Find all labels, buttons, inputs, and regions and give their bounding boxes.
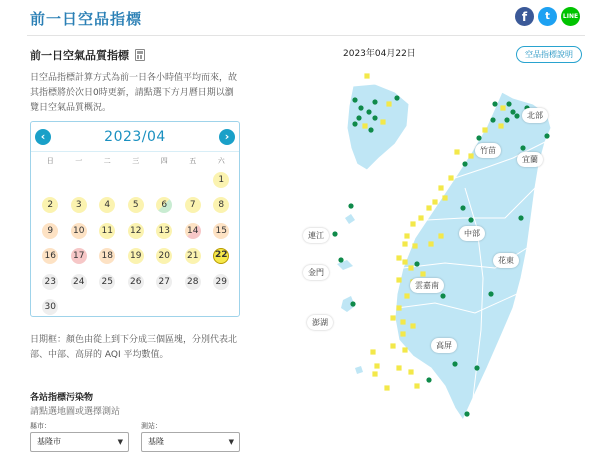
weekday-label: 六 <box>217 157 225 165</box>
station-marker-moderate[interactable] <box>362 123 367 128</box>
station-marker-good[interactable] <box>358 105 363 110</box>
station-marker-moderate[interactable] <box>390 343 395 348</box>
calendar-day[interactable]: 15 <box>213 223 229 239</box>
section-heading <box>30 47 242 63</box>
station-marker-moderate[interactable] <box>396 277 401 282</box>
calendar-empty-cell <box>185 172 201 188</box>
map-date: 2023年04月22日 <box>343 49 416 59</box>
calendar-day[interactable]: 5 <box>128 197 144 213</box>
station-marker-good[interactable] <box>452 361 457 366</box>
section-title-text: 前一日空氣品質指標 <box>30 49 129 62</box>
station-marker-moderate[interactable] <box>384 385 389 390</box>
calendar-empty-cell <box>128 172 144 188</box>
month-calendar <box>30 121 240 317</box>
weekday-label: 四 <box>160 157 168 165</box>
next-month-button[interactable]: › <box>219 129 235 145</box>
site-select-value: 基隆 <box>148 437 164 446</box>
station-marker-moderate[interactable] <box>374 363 379 368</box>
station-marker-moderate[interactable] <box>404 233 409 238</box>
station-marker-moderate[interactable] <box>498 123 503 128</box>
calendar-day[interactable]: 7 <box>185 197 201 213</box>
station-marker-good[interactable] <box>426 377 431 382</box>
station-marker-moderate[interactable] <box>400 319 405 324</box>
station-marker-good[interactable] <box>544 133 549 138</box>
station-marker-moderate[interactable] <box>418 215 423 220</box>
station-marker-moderate[interactable] <box>426 205 431 210</box>
station-marker-good[interactable] <box>368 127 373 132</box>
county-select[interactable] <box>30 432 129 452</box>
station-marker-good[interactable] <box>394 95 399 100</box>
calendar-day[interactable]: 29 <box>213 274 229 290</box>
calendar-day[interactable]: 16 <box>42 248 58 264</box>
calendar-empty-cell <box>156 172 172 188</box>
calendar-header <box>31 122 239 152</box>
calendar-empty-cell <box>99 172 115 188</box>
aqi-info-button[interactable]: 空品指標說明 <box>516 46 582 63</box>
calendar-day[interactable]: 23 <box>42 274 58 290</box>
station-marker-good[interactable] <box>352 121 357 126</box>
calendar-day[interactable]: 3 <box>71 197 87 213</box>
station-marker-good[interactable] <box>490 117 495 122</box>
social-share-bar <box>515 7 580 26</box>
station-marker-moderate[interactable] <box>396 305 401 310</box>
station-marker-good[interactable] <box>414 261 419 266</box>
region-label-yilan[interactable]: 宜蘭 <box>517 152 543 167</box>
region-label-lianjiang[interactable]: 連江 <box>303 228 329 243</box>
station-marker-good[interactable] <box>372 115 377 120</box>
prev-month-button[interactable]: ‹ <box>35 129 51 145</box>
calendar-day[interactable]: 12 <box>128 223 144 239</box>
south-islet <box>355 366 363 374</box>
calendar-empty-cell <box>71 172 87 188</box>
weekday-header-row <box>31 155 239 167</box>
title-divider <box>27 35 585 36</box>
calendar-day[interactable]: 6 <box>156 197 172 213</box>
station-marker-moderate[interactable] <box>400 331 405 336</box>
station-marker-moderate[interactable] <box>468 153 473 158</box>
weekday-label: 日 <box>46 157 54 165</box>
station-marker-moderate[interactable] <box>410 323 415 328</box>
station-marker-good[interactable] <box>514 113 519 118</box>
station-marker-moderate[interactable] <box>402 259 407 264</box>
taiwan-aqi-map[interactable] <box>295 68 585 442</box>
calendar-day[interactable]: 30 <box>42 299 58 315</box>
station-marker-good[interactable] <box>462 161 467 166</box>
station-marker-good[interactable] <box>338 257 343 262</box>
county-label: 縣市： <box>30 422 51 430</box>
station-marker-good[interactable] <box>350 301 355 306</box>
calendar-day[interactable]: 17 <box>71 248 87 264</box>
calendar-day[interactable]: 18 <box>99 248 115 264</box>
twitter-icon[interactable]: t <box>538 7 557 26</box>
station-hint: 請點選地圖或選擇測站 <box>30 407 121 417</box>
chevron-down-icon: ▼ <box>228 438 234 446</box>
taiwan-map-svg[interactable] <box>295 68 585 438</box>
station-marker-moderate[interactable] <box>454 149 459 154</box>
weekday-label: 三 <box>132 157 140 165</box>
calendar-day[interactable]: 4 <box>99 197 115 213</box>
station-marker-moderate[interactable] <box>372 371 377 376</box>
station-marker-moderate[interactable] <box>390 315 395 320</box>
weekday-label: 五 <box>189 157 197 165</box>
calendar-month-label: 2023/04 <box>104 128 166 145</box>
line-icon[interactable]: LINE <box>561 7 580 26</box>
station-marker-good[interactable] <box>440 293 445 298</box>
site-select[interactable] <box>141 432 240 452</box>
chevron-down-icon: ▼ <box>117 438 123 446</box>
calendar-note: 日期框：顏色由從上到下分成三個區塊，分別代表北部、中部、高屏的 AQI 平均數值。 <box>30 335 238 360</box>
northwest-island <box>347 84 409 170</box>
station-marker-good[interactable] <box>510 109 515 114</box>
calendar-day[interactable]: 14 <box>185 223 201 239</box>
station-marker-moderate[interactable] <box>442 195 447 200</box>
calendar-day[interactable]: 27 <box>156 274 172 290</box>
station-marker-moderate[interactable] <box>428 241 433 246</box>
intro-description: 日空品指標計算方式為前一日各小時值平均而來，故其指標將於次日0時更新，請點選下方月曆日期以瀏覽日空氣品質概況。 <box>30 73 238 113</box>
station-marker-moderate[interactable] <box>370 349 375 354</box>
station-marker-moderate[interactable] <box>402 347 407 352</box>
station-marker-moderate[interactable] <box>408 369 413 374</box>
region-label-penghu[interactable]: 澎湖 <box>307 315 333 330</box>
station-marker-good[interactable] <box>352 97 357 102</box>
region-label-hualien-taitung[interactable]: 花東 <box>493 253 519 268</box>
station-marker-moderate[interactable] <box>402 241 407 246</box>
region-label-central[interactable]: 中部 <box>459 226 485 241</box>
station-marker-moderate[interactable] <box>482 127 487 132</box>
station-marker-moderate[interactable] <box>396 365 401 370</box>
calendar-day[interactable]: 21 <box>185 248 201 264</box>
station-marker-good[interactable] <box>492 101 497 106</box>
station-marker-moderate[interactable] <box>396 255 401 260</box>
region-label-hsinchu-miaoli[interactable]: 竹苗 <box>475 143 501 158</box>
station-marker-good[interactable] <box>520 145 525 150</box>
station-marker-good[interactable] <box>356 115 361 120</box>
calendar-day[interactable]: 1 <box>213 172 229 188</box>
station-marker-good[interactable] <box>460 205 465 210</box>
calendar-day[interactable]: 24 <box>71 274 87 290</box>
station-marker-moderate[interactable] <box>386 101 391 106</box>
region-label-kaohsiung-pingtung[interactable]: 高屏 <box>431 338 457 353</box>
station-marker-good[interactable] <box>366 109 371 114</box>
calendar-day[interactable]: 13 <box>156 223 172 239</box>
station-marker-moderate[interactable] <box>438 233 443 238</box>
station-marker-good[interactable] <box>476 135 481 140</box>
facebook-icon[interactable]: f <box>515 7 534 26</box>
site-label: 測站： <box>141 422 162 430</box>
station-section-title: 各站指標污染物 <box>30 393 94 403</box>
page-title: 前一日空品指標 <box>30 10 143 28</box>
station-marker-good[interactable] <box>518 215 523 220</box>
station-marker-good[interactable] <box>504 117 509 122</box>
station-marker-moderate[interactable] <box>364 73 369 78</box>
region-label-north[interactable]: 北部 <box>522 108 548 123</box>
station-marker-moderate[interactable] <box>448 175 453 180</box>
station-marker-good[interactable] <box>464 411 469 416</box>
calendar-day[interactable]: 2 <box>42 197 58 213</box>
calculator-icon[interactable] <box>135 49 145 61</box>
station-marker-good[interactable] <box>332 231 337 236</box>
calendar-day[interactable]: 8 <box>213 197 229 213</box>
station-marker-good[interactable] <box>372 99 377 104</box>
station-marker-good[interactable] <box>488 291 493 296</box>
county-select-value: 基隆市 <box>37 437 61 446</box>
region-label-yunlin-chiayi-tainan[interactable]: 雲嘉南 <box>410 278 444 293</box>
station-marker-good[interactable] <box>348 203 353 208</box>
intro-section <box>30 47 242 116</box>
station-marker-good[interactable] <box>474 365 479 370</box>
calendar-day[interactable]: 10 <box>71 223 87 239</box>
calendar-day[interactable]: 25 <box>99 274 115 290</box>
region-label-kinmen[interactable]: 金門 <box>303 265 329 280</box>
calendar-day[interactable]: 9 <box>42 223 58 239</box>
station-marker-moderate[interactable] <box>412 243 417 248</box>
lianjiang-island <box>345 214 355 224</box>
station-marker-moderate[interactable] <box>420 271 425 276</box>
weekday-label: 一 <box>75 157 83 165</box>
station-marker-good[interactable] <box>468 217 473 222</box>
station-marker-moderate[interactable] <box>410 221 415 226</box>
station-marker-moderate[interactable] <box>380 119 385 124</box>
calendar-day[interactable]: 20 <box>156 248 172 264</box>
calendar-empty-cell <box>42 172 58 188</box>
calendar-day[interactable]: 28 <box>185 274 201 290</box>
station-marker-moderate[interactable] <box>500 105 505 110</box>
station-marker-moderate[interactable] <box>408 265 413 270</box>
calendar-day[interactable]: 19 <box>128 248 144 264</box>
calendar-day[interactable]: 22 <box>213 248 229 264</box>
station-marker-moderate[interactable] <box>432 199 437 204</box>
taiwan-main-island <box>395 92 551 420</box>
calendar-days-grid <box>31 167 239 320</box>
calendar-day[interactable]: 11 <box>99 223 115 239</box>
station-marker-moderate[interactable] <box>438 185 443 190</box>
station-marker-moderate[interactable] <box>414 383 419 388</box>
station-marker-moderate[interactable] <box>404 293 409 298</box>
weekday-label: 二 <box>103 157 111 165</box>
calendar-day[interactable]: 26 <box>128 274 144 290</box>
station-marker-good[interactable] <box>506 101 511 106</box>
